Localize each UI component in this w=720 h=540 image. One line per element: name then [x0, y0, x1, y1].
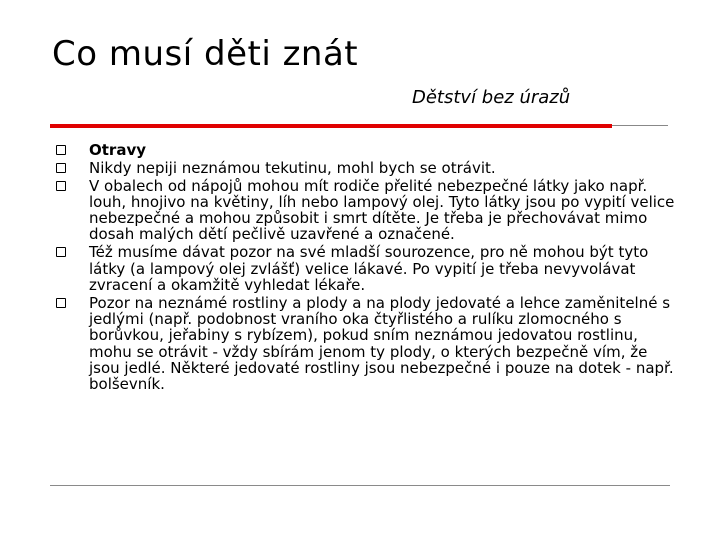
bullet-text: V obalech od nápojů mohou mít rodiče přelité nebezpečné látky jako např. louh, hnojivo na květiny, líh nebo lampový olej. Tyto látky jsou po vypití velice nebezpečné a mohou způsobit i smrt dítěte. Je třeba je přechovávat mimo dosah malých dětí pečlivě uzavřené a označené. [89, 176, 675, 244]
bullet-item [56, 244, 676, 293]
bullet-text: Nikdy nepiji neznámou tekutinu, mohl bych se otrávit. [89, 158, 496, 177]
bullet-item [56, 295, 676, 393]
bullet-list [56, 142, 676, 394]
bullet-text: Též musíme dávat pozor na své mladší sourozence, pro ně mohou být tyto látky (a lampový olej zvlášť) velice lákavé. Po vypití je třeba nevyvolávat zvracení a okamžitě vyhledat lékaře. [89, 243, 649, 294]
hollow-square-bullet-icon [56, 298, 66, 308]
bottom-divider [50, 485, 670, 486]
hollow-square-bullet-icon [56, 181, 66, 191]
bullet-text: Pozor na neznámé rostliny a plody a na plody jedovaté a lehce zaměnitelné s jedlými (např. podobnost vraního oka čtyřlistého a rulíku zlomocného s borůvkou, jeřabiny s rybízem), pokud sním neznámou jedovatou rostlinu, mohu se otrávit - vždy sbírám jenom ty plody, o kterých bezpečně vím, že jsou jedlé. Některé jedovaté rostliny jsou nebezpečné i pouze na dotek - např. bolševník. [89, 293, 674, 394]
bullet-text: Otravy [89, 141, 146, 159]
bullet-item [56, 142, 676, 158]
title-divider-grey [612, 125, 668, 126]
bullet-item [56, 178, 676, 243]
hollow-square-bullet-icon [56, 145, 66, 155]
slide-title: Co musí děti znát [52, 34, 359, 74]
hollow-square-bullet-icon [56, 163, 66, 173]
bullet-item [56, 160, 676, 176]
hollow-square-bullet-icon [56, 247, 66, 257]
title-divider-red [50, 124, 612, 128]
slide-subtitle: Dětství bez úrazů [412, 87, 571, 108]
